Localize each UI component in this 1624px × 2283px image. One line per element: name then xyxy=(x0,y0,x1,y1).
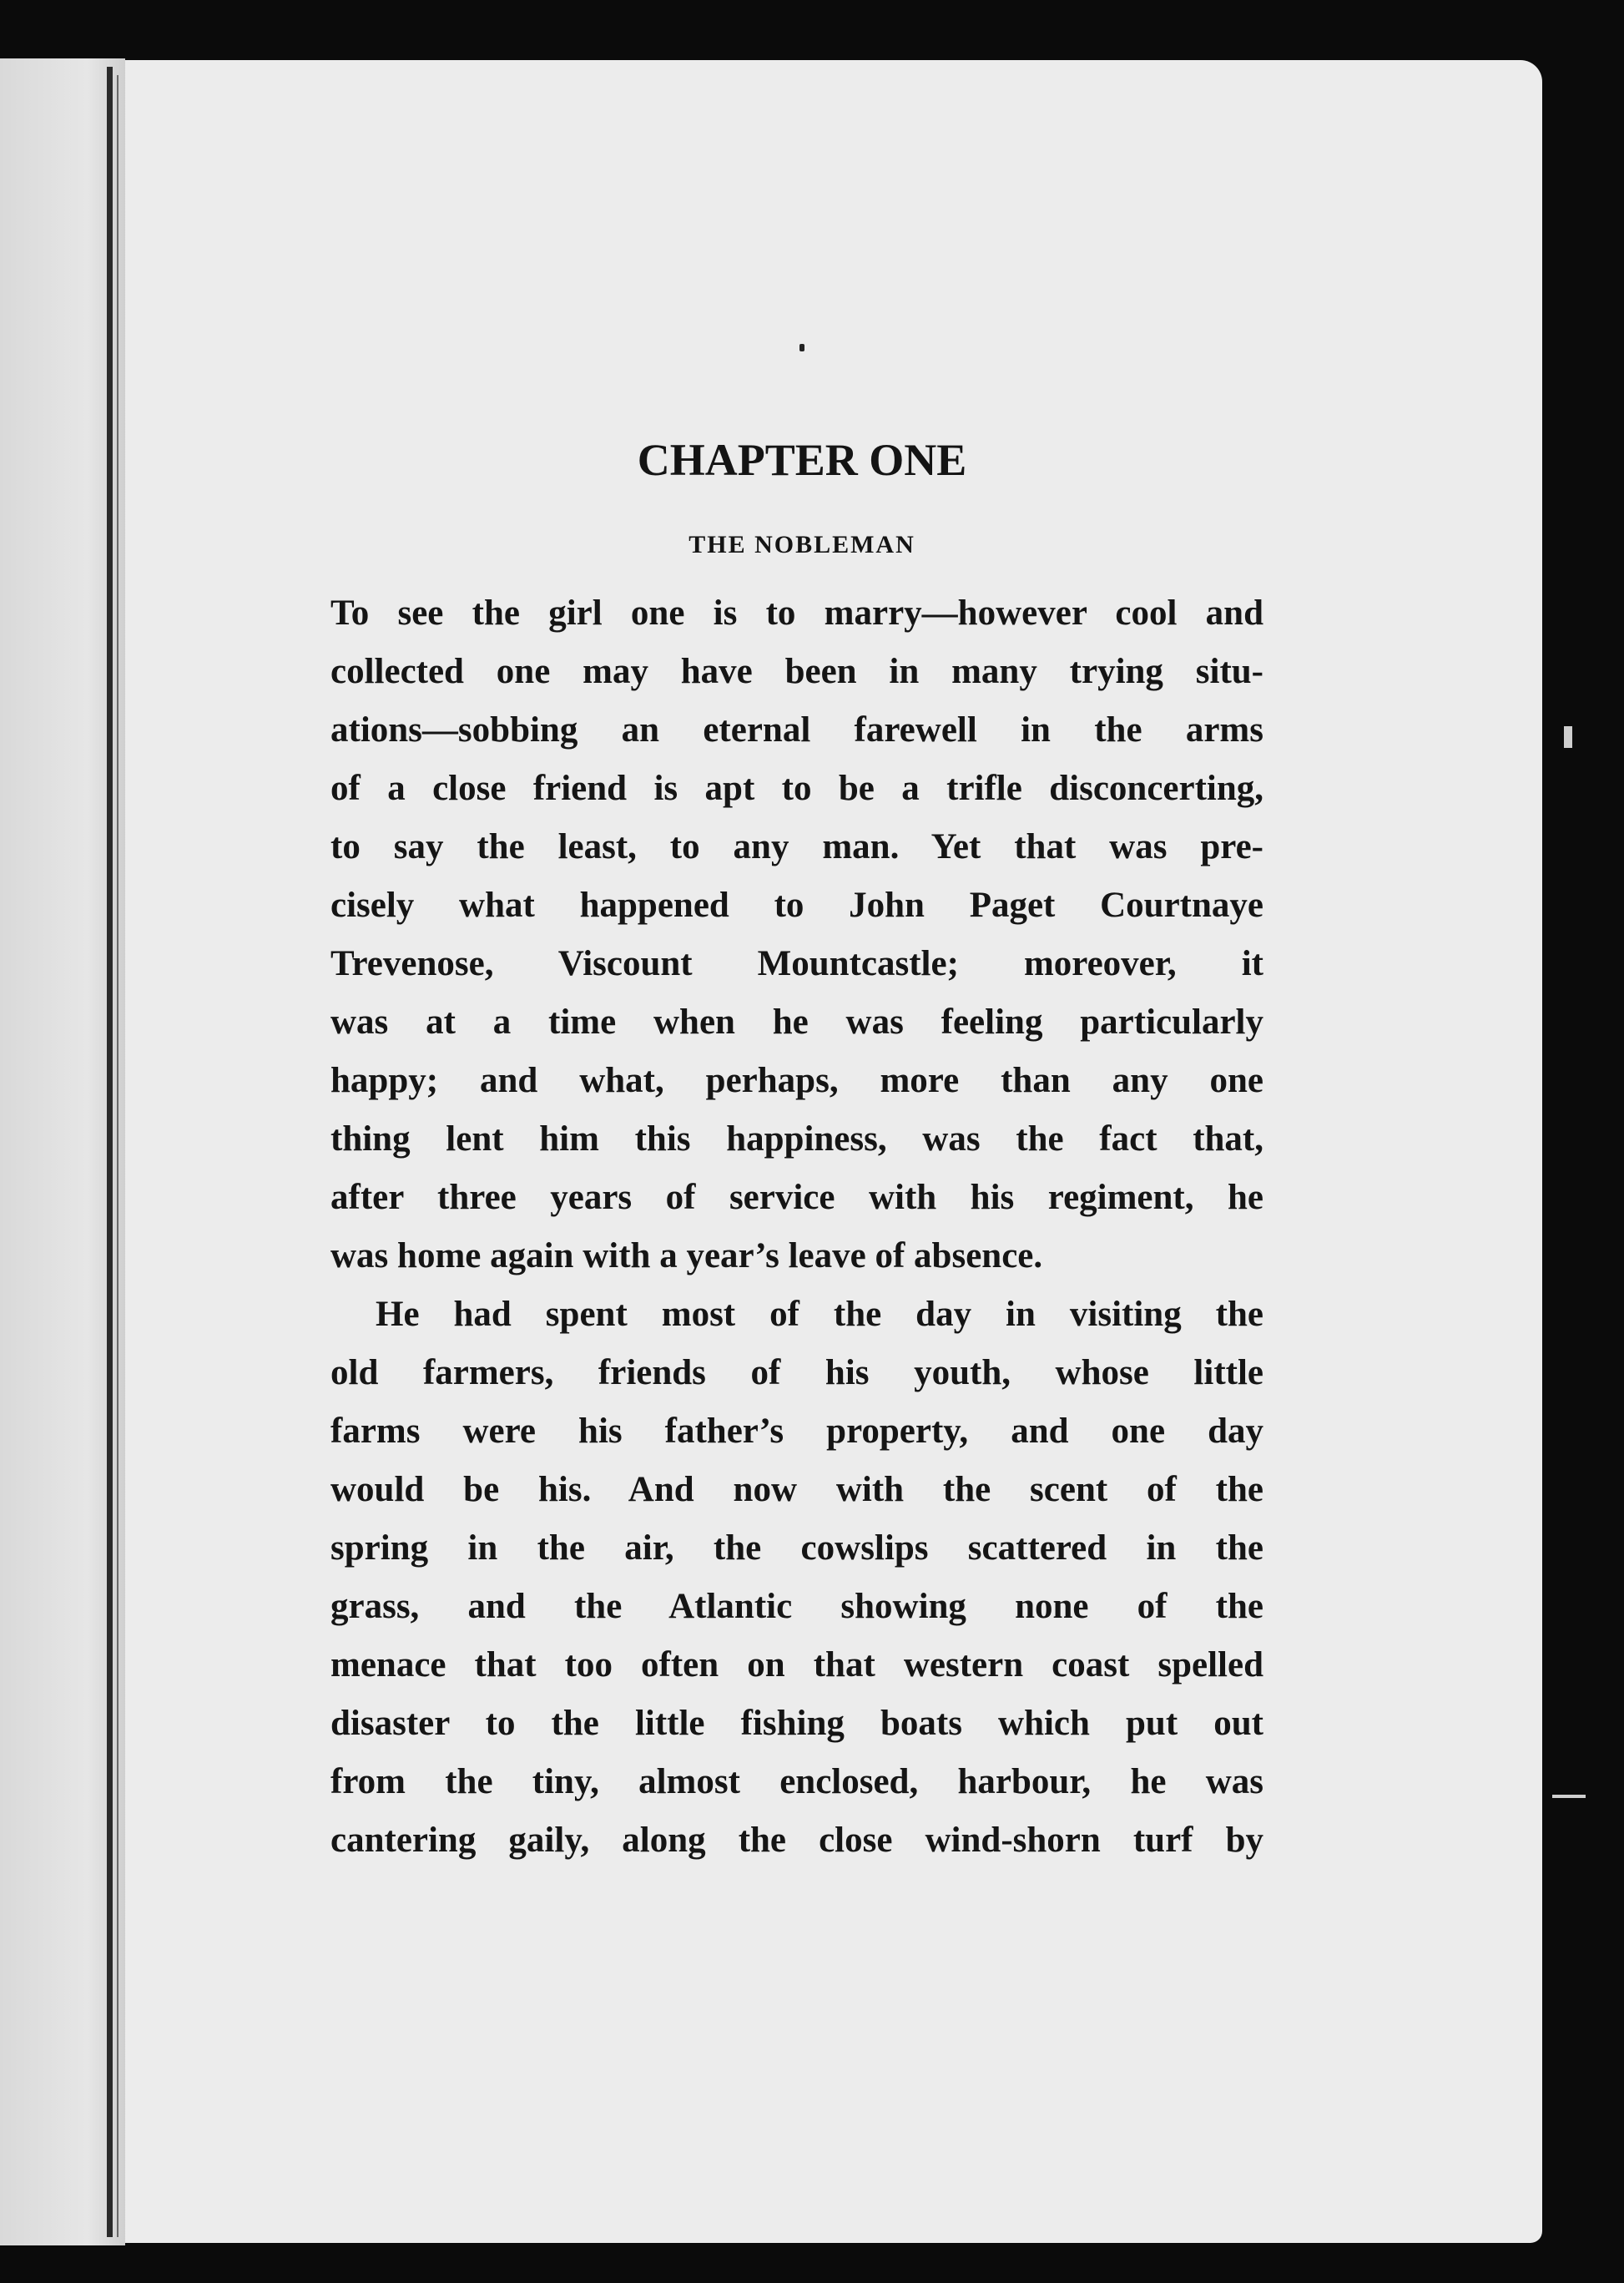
text-line: menace that too often on that western coast spelled xyxy=(330,1645,1263,1684)
text-line: Trevenose, Viscount Mountcastle; moreover, it xyxy=(330,944,1263,983)
text-line: grass, and the Atlantic showing none of the xyxy=(330,1587,1263,1626)
text-line: was home again with a year’s leave of absence. xyxy=(330,1236,1043,1275)
book-spine-line xyxy=(107,67,113,2237)
text-line: of a close friend is apt to be a trifle disconcerting, xyxy=(330,769,1263,808)
chapter-title: CHAPTER ONE xyxy=(637,435,967,485)
text-line: collected one may have been in many trying situ- xyxy=(330,652,1263,691)
paragraph xyxy=(330,1285,1263,1870)
text-line: disaster to the little fishing boats which put out xyxy=(330,1704,1263,1743)
text-line: He had spent most of the day in visiting the xyxy=(376,1295,1263,1334)
text-line: from the tiny, almost enclosed, harbour, he was xyxy=(330,1762,1263,1801)
ink-dot xyxy=(799,344,804,351)
book-spine-shadow xyxy=(117,75,119,2237)
text-line: farms were his father’s property, and one day xyxy=(330,1412,1263,1451)
text-line: cantering gaily, along the close wind-shorn turf by xyxy=(330,1821,1263,1860)
text-line: would be his. And now with the scent of the xyxy=(330,1470,1263,1509)
chapter-subtitle: THE NOBLEMAN xyxy=(688,531,915,558)
text-line: happy; and what, perhaps, more than any one xyxy=(330,1061,1263,1100)
scan-speck xyxy=(1552,1795,1586,1798)
body-text xyxy=(330,584,1263,1870)
paragraph xyxy=(330,584,1263,1285)
text-line: To see the girl one is to marry—however cool and xyxy=(330,593,1263,633)
scan-speck xyxy=(1564,726,1572,748)
text-line: ations—sobbing an eternal farewell in the arms xyxy=(330,710,1263,750)
text-line: to say the least, to any man. Yet that was pre- xyxy=(330,827,1263,866)
text-line: after three years of service with his regiment, he xyxy=(330,1178,1263,1217)
text-line: thing lent him this happiness, was the fact that, xyxy=(330,1119,1263,1159)
text-line: spring in the air, the cowslips scattered in the xyxy=(330,1528,1263,1568)
text-line: cisely what happened to John Paget Courtnaye xyxy=(330,886,1263,925)
text-line: was at a time when he was feeling particularly xyxy=(330,1003,1263,1042)
text-line: old farmers, friends of his youth, whose little xyxy=(330,1353,1263,1392)
